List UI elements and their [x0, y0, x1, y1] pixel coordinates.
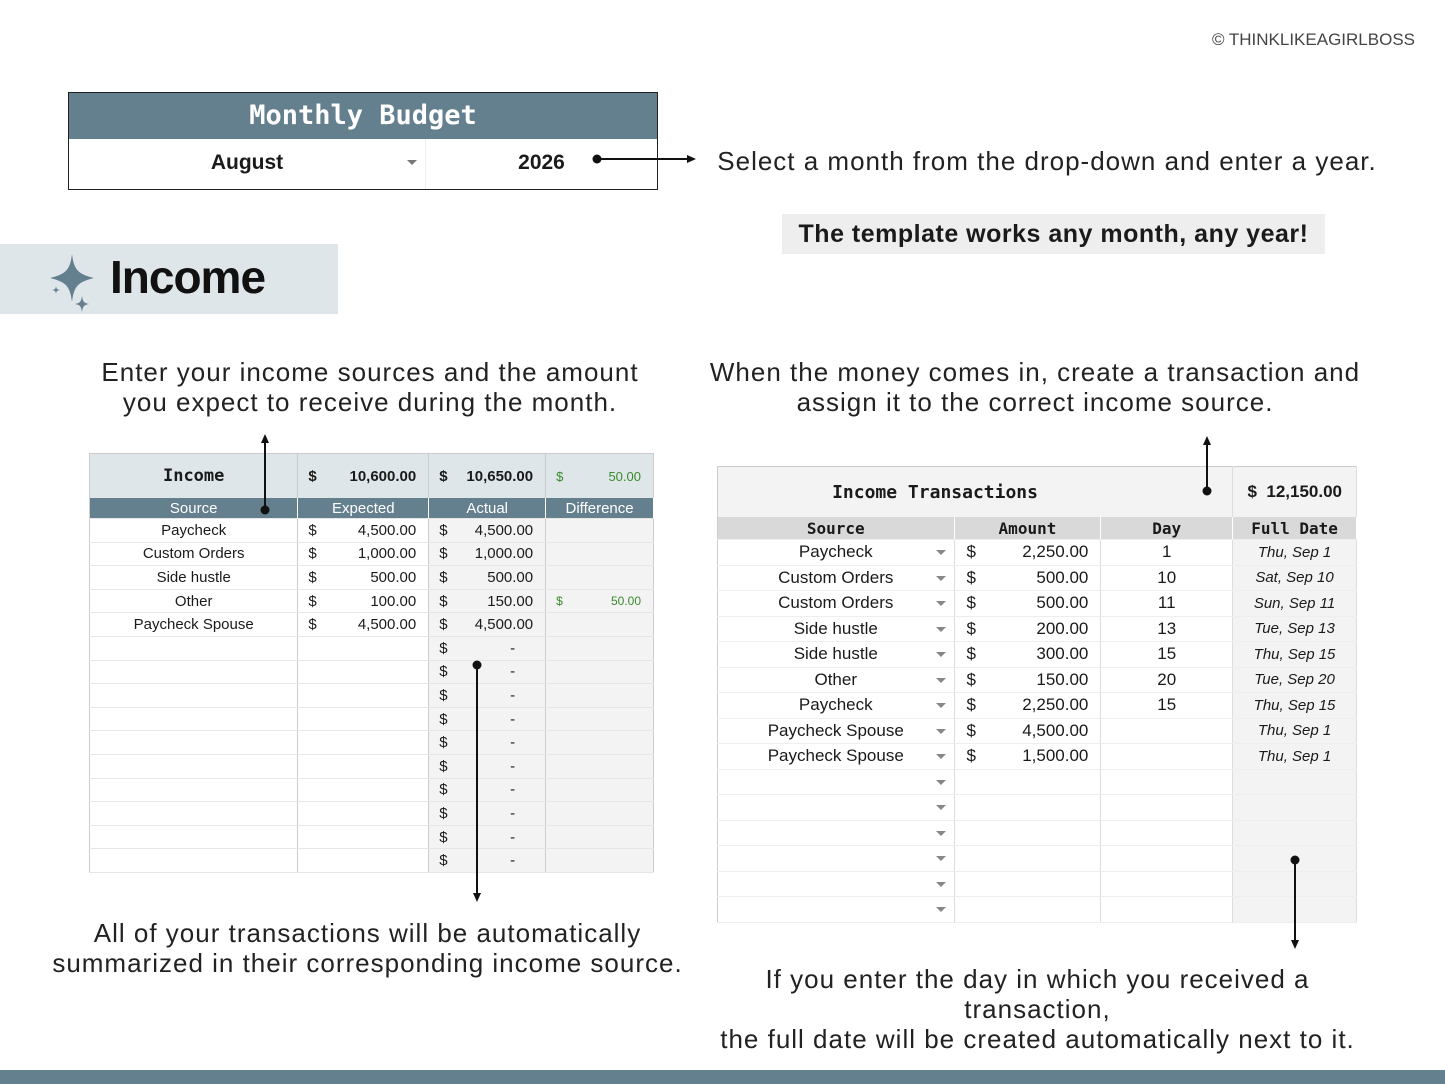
chevron-down-icon[interactable]: [936, 678, 946, 683]
table-row: [718, 591, 1357, 617]
amount-value: 1,500.00: [1022, 746, 1089, 766]
chevron-down-icon[interactable]: [936, 831, 946, 836]
currency: $: [439, 828, 448, 846]
source-select[interactable]: [718, 565, 955, 591]
currency: $: [556, 468, 564, 484]
table-row: [90, 707, 654, 731]
table-row: [718, 846, 1357, 872]
full-date-cell: [1233, 642, 1357, 668]
currency: $: [308, 568, 317, 586]
note-line: summarized in their corresponding income source.: [52, 948, 683, 978]
expected-cell[interactable]: [298, 566, 429, 590]
amount-cell[interactable]: [954, 718, 1101, 744]
table-row: [718, 820, 1357, 846]
table-row: [718, 718, 1357, 744]
chevron-down-icon[interactable]: [407, 160, 417, 165]
amount-cell[interactable]: [954, 795, 1101, 821]
difference-value: 50.00: [610, 594, 641, 609]
monthly-budget-box: [68, 92, 658, 190]
currency: $: [966, 669, 976, 689]
currency: $: [308, 521, 317, 539]
source-text: Custom Orders: [778, 567, 894, 587]
note-full-date: [690, 964, 1385, 1054]
income-summary-table: [89, 453, 654, 873]
source-select[interactable]: [718, 871, 955, 897]
source-cell[interactable]: [90, 542, 298, 566]
income-section-header: [0, 244, 338, 314]
table-row: [718, 744, 1357, 770]
table-row: [718, 642, 1357, 668]
actual-cell: [429, 542, 546, 566]
expected-value: 100.00: [370, 592, 417, 610]
difference-cell: [546, 542, 654, 566]
source-text: Side hustle: [793, 618, 878, 638]
difference-cell: [546, 778, 654, 802]
footer-bar: [0, 1070, 1445, 1084]
expected-cell[interactable]: [298, 707, 429, 731]
expected-cell[interactable]: [298, 542, 429, 566]
currency: $: [439, 639, 448, 657]
expected-cell[interactable]: [298, 613, 429, 637]
col-header-source: Source: [718, 517, 955, 540]
actual-cell: [429, 613, 546, 637]
amount-cell[interactable]: [954, 667, 1101, 693]
full-date-value: Thu, Sep 1: [1257, 722, 1332, 740]
chevron-down-icon[interactable]: [936, 907, 946, 912]
chevron-down-icon[interactable]: [936, 882, 946, 887]
full-date-cell: [1233, 693, 1357, 719]
table-row: [718, 667, 1357, 693]
table-row: [718, 795, 1357, 821]
arrow-full-date: [1286, 853, 1306, 953]
table-row: [90, 731, 654, 755]
currency: $: [439, 710, 448, 728]
amount-cell[interactable]: [954, 693, 1101, 719]
actual-value: 4,500.00: [474, 616, 534, 634]
expected-value: 1,000.00: [357, 545, 417, 563]
currency: $: [308, 545, 317, 563]
month-select[interactable]: [69, 139, 425, 189]
day-value: 13: [1157, 618, 1177, 638]
difference-cell: [546, 636, 654, 660]
source-cell[interactable]: [90, 707, 298, 731]
full-date-cell: [1233, 718, 1357, 744]
table-row: [718, 769, 1357, 795]
table-row: [90, 566, 654, 590]
day-cell[interactable]: [1101, 795, 1233, 821]
full-date-value: Tue, Sep 13: [1254, 620, 1335, 638]
full-date-cell: [1233, 795, 1357, 821]
total-difference: 50.00: [608, 468, 641, 484]
note-line: When the money comes in, create a transaction and: [709, 357, 1361, 387]
day-cell[interactable]: [1101, 871, 1233, 897]
full-date-value: Sun, Sep 11: [1253, 594, 1336, 612]
amount-value: 150.00: [1036, 669, 1089, 689]
currency: $: [439, 521, 448, 539]
amount-cell[interactable]: [954, 871, 1101, 897]
chevron-down-icon[interactable]: [936, 652, 946, 657]
note-line: All of your transactions will be automatically: [93, 918, 642, 948]
difference-cell: [546, 754, 654, 778]
actual-value: -: [510, 663, 516, 681]
table-row: [718, 897, 1357, 923]
note-summarized: [50, 918, 685, 978]
col-header-actual: Actual: [429, 498, 546, 519]
currency: $: [439, 804, 448, 822]
difference-cell: [546, 589, 654, 613]
table-row: [90, 519, 654, 543]
day-cell[interactable]: [1101, 540, 1233, 566]
day-cell[interactable]: [1101, 820, 1233, 846]
source-text: Paycheck Spouse: [767, 720, 904, 740]
day-cell[interactable]: [1101, 846, 1233, 872]
source-select[interactable]: [718, 642, 955, 668]
difference-cell: [546, 613, 654, 637]
note-line: the full date will be created automatically next to it.: [720, 1024, 1355, 1054]
source-select[interactable]: [718, 820, 955, 846]
actual-value: -: [510, 639, 516, 657]
currency: $: [439, 616, 448, 634]
day-cell[interactable]: [1101, 744, 1233, 770]
amount-value: 2,250.00: [1022, 542, 1089, 562]
difference-cell: [546, 660, 654, 684]
chevron-down-icon[interactable]: [936, 550, 946, 555]
expected-cell[interactable]: [298, 660, 429, 684]
full-date-cell: [1233, 616, 1357, 642]
full-date-value: Thu, Sep 1: [1257, 543, 1332, 561]
source-text: Paycheck: [798, 695, 873, 715]
difference-cell: [546, 731, 654, 755]
currency: $: [439, 686, 448, 704]
full-date-cell: [1233, 540, 1357, 566]
chevron-down-icon[interactable]: [936, 805, 946, 810]
currency: $: [439, 852, 448, 870]
col-header-expected: Expected: [298, 498, 429, 519]
day-value: 20: [1157, 669, 1177, 689]
amount-cell[interactable]: [954, 616, 1101, 642]
source-cell[interactable]: [90, 660, 298, 684]
amount-value: 4,500.00: [1022, 720, 1089, 740]
source-text: Side hustle: [156, 568, 231, 586]
currency: $: [966, 695, 976, 715]
month-value: August: [210, 151, 284, 174]
chevron-down-icon[interactable]: [936, 780, 946, 785]
source-select[interactable]: [718, 744, 955, 770]
source-cell[interactable]: [90, 731, 298, 755]
col-header-day: Day: [1101, 517, 1233, 540]
difference-cell: [546, 519, 654, 543]
expected-cell[interactable]: [298, 849, 429, 873]
actual-value: -: [510, 804, 516, 822]
chevron-down-icon[interactable]: [936, 754, 946, 759]
col-header-source: Source: [90, 498, 298, 519]
source-cell[interactable]: [90, 849, 298, 873]
source-text: Paycheck: [161, 521, 227, 539]
col-header-full-date: Full Date: [1233, 517, 1357, 540]
full-date-cell: [1233, 667, 1357, 693]
source-select[interactable]: [718, 693, 955, 719]
day-cell[interactable]: [1101, 897, 1233, 923]
amount-cell[interactable]: [954, 540, 1101, 566]
arrow-source: [256, 432, 276, 518]
currency: $: [966, 720, 976, 740]
expected-value: 4,500.00: [357, 616, 417, 634]
full-date-cell: [1233, 769, 1357, 795]
expected-cell[interactable]: [298, 589, 429, 613]
amount-cell[interactable]: [954, 744, 1101, 770]
source-cell[interactable]: [90, 636, 298, 660]
table-row: [90, 636, 654, 660]
source-text: Other: [174, 592, 213, 610]
currency: $: [439, 592, 448, 610]
difference-cell: [546, 566, 654, 590]
table-row: [718, 871, 1357, 897]
note-line: If you enter the day in which you received a transaction,: [765, 964, 1310, 1024]
currency: $: [308, 616, 317, 634]
table-row: [718, 616, 1357, 642]
full-date-cell: [1233, 744, 1357, 770]
source-select[interactable]: [718, 769, 955, 795]
day-value: 11: [1157, 593, 1176, 613]
source-text: Paycheck Spouse: [133, 616, 254, 634]
currency: $: [439, 568, 448, 586]
arrow-actual: [468, 658, 488, 906]
table-row: [90, 754, 654, 778]
source-cell[interactable]: [90, 802, 298, 826]
source-text: Side hustle: [793, 644, 878, 664]
template-banner: The template works any month, any year!: [782, 214, 1325, 254]
currency: $: [439, 545, 448, 563]
full-date-value: Thu, Sep 1: [1257, 747, 1332, 765]
currency: $: [556, 594, 563, 609]
amount-value: 500.00: [1036, 567, 1089, 587]
year-input[interactable]: 2026: [425, 139, 657, 189]
source-text: Other: [814, 669, 858, 689]
table-row: [718, 693, 1357, 719]
source-text: Custom Orders: [142, 545, 245, 563]
source-select[interactable]: [718, 897, 955, 923]
source-cell[interactable]: [90, 825, 298, 849]
chevron-down-icon[interactable]: [936, 729, 946, 734]
source-select[interactable]: [718, 718, 955, 744]
currency: $: [966, 542, 976, 562]
table-row: [90, 613, 654, 637]
day-value: 10: [1157, 567, 1177, 587]
section-title: Income: [110, 251, 266, 303]
arrow-total: [1198, 434, 1218, 498]
total-actual: 10,650.00: [466, 467, 534, 485]
transactions-title: Income Transactions: [718, 467, 1233, 518]
day-cell[interactable]: [1101, 565, 1233, 591]
amount-cell[interactable]: [954, 820, 1101, 846]
difference-cell: [546, 849, 654, 873]
currency: $: [439, 781, 448, 799]
sparkle-icon: [48, 252, 98, 314]
source-select[interactable]: [718, 540, 955, 566]
amount-value: 300.00: [1036, 644, 1089, 664]
source-select[interactable]: [718, 616, 955, 642]
source-select[interactable]: [718, 667, 955, 693]
full-date-value: Thu, Sep 15: [1253, 696, 1336, 714]
income-transactions-table: [717, 466, 1357, 923]
chevron-down-icon[interactable]: [936, 856, 946, 861]
amount-value: 2,250.00: [1022, 695, 1089, 715]
amount-cell[interactable]: [954, 846, 1101, 872]
source-cell[interactable]: [90, 589, 298, 613]
actual-value: 500.00: [487, 568, 534, 586]
expected-cell[interactable]: [298, 825, 429, 849]
difference-cell: [546, 684, 654, 708]
table-row: [90, 542, 654, 566]
day-cell[interactable]: [1101, 616, 1233, 642]
day-value: 15: [1157, 644, 1177, 664]
full-date-value: Thu, Sep 15: [1253, 645, 1336, 663]
actual-value: -: [510, 710, 516, 728]
amount-value: 500.00: [1036, 593, 1089, 613]
source-text: Paycheck Spouse: [767, 746, 904, 766]
table-row: [718, 540, 1357, 566]
actual-value: 150.00: [487, 592, 534, 610]
table-row: [90, 849, 654, 873]
actual-cell: [429, 636, 546, 660]
day-cell[interactable]: [1101, 591, 1233, 617]
expected-cell[interactable]: [298, 519, 429, 543]
source-cell[interactable]: [90, 566, 298, 590]
currency: $: [439, 757, 448, 775]
actual-value: -: [510, 757, 516, 775]
expected-cell[interactable]: [298, 636, 429, 660]
currency: $: [966, 618, 976, 638]
source-text: Paycheck: [798, 542, 873, 562]
source-select[interactable]: [718, 846, 955, 872]
transactions-total: 12,150.00: [1266, 482, 1342, 501]
table-row: [90, 660, 654, 684]
chevron-down-icon[interactable]: [936, 627, 946, 632]
expected-cell[interactable]: [298, 754, 429, 778]
source-cell[interactable]: [90, 684, 298, 708]
currency: $: [439, 734, 448, 752]
note-line: assign it to the correct income source.: [796, 387, 1274, 417]
note-money-comes: [700, 357, 1370, 417]
amount-cell[interactable]: [954, 642, 1101, 668]
table-row: [90, 825, 654, 849]
amount-value: 200.00: [1036, 618, 1089, 638]
actual-cell: [429, 519, 546, 543]
day-cell[interactable]: [1101, 667, 1233, 693]
arrow-year-note: [590, 150, 700, 170]
day-cell[interactable]: [1101, 718, 1233, 744]
expected-cell[interactable]: [298, 778, 429, 802]
currency: $: [966, 593, 976, 613]
table-row: [90, 802, 654, 826]
source-select[interactable]: [718, 795, 955, 821]
currency: $: [439, 663, 448, 681]
note-select-month: Select a month from the drop-down and enter a year.: [717, 146, 1377, 176]
expected-value: 500.00: [370, 568, 417, 586]
total-expected: 10,600.00: [349, 467, 417, 485]
currency: $: [966, 567, 976, 587]
amount-cell[interactable]: [954, 591, 1101, 617]
expected-value: 4,500.00: [357, 521, 417, 539]
col-header-difference: Difference: [546, 498, 654, 519]
day-cell[interactable]: [1101, 769, 1233, 795]
income-table-title: Income: [90, 454, 298, 499]
day-value: 15: [1157, 695, 1177, 715]
full-date-cell: [1233, 565, 1357, 591]
day-cell[interactable]: [1101, 642, 1233, 668]
source-cell[interactable]: [90, 613, 298, 637]
amount-cell[interactable]: [954, 897, 1101, 923]
table-row: [718, 565, 1357, 591]
expected-cell[interactable]: [298, 802, 429, 826]
currency: $: [1247, 482, 1257, 501]
full-date-cell: [1233, 591, 1357, 617]
table-row: [90, 589, 654, 613]
source-cell[interactable]: [90, 754, 298, 778]
full-date-value: Sat, Sep 10: [1255, 569, 1334, 587]
actual-value: -: [510, 781, 516, 799]
difference-cell: [546, 707, 654, 731]
currency: $: [439, 467, 448, 485]
amount-cell[interactable]: [954, 565, 1101, 591]
full-date-cell: [1233, 820, 1357, 846]
amount-cell[interactable]: [954, 769, 1101, 795]
day-cell[interactable]: [1101, 693, 1233, 719]
copyright: © THINKLIKEAGIRLBOSS: [1211, 30, 1415, 49]
currency: $: [308, 592, 317, 610]
currency: $: [966, 746, 976, 766]
note-line: you expect to receive during the month.: [122, 387, 618, 417]
actual-cell: [429, 566, 546, 590]
actual-value: 1,000.00: [474, 545, 534, 563]
difference-cell: [546, 825, 654, 849]
note-line: Enter your income sources and the amount: [101, 357, 639, 387]
source-text: Custom Orders: [778, 593, 894, 613]
actual-value: 4,500.00: [474, 521, 534, 539]
table-row: [90, 684, 654, 708]
chevron-down-icon[interactable]: [936, 601, 946, 606]
day-value: 1: [1161, 542, 1172, 562]
currency: $: [308, 467, 317, 485]
actual-value: -: [510, 686, 516, 704]
currency: $: [966, 644, 976, 664]
source-select[interactable]: [718, 591, 955, 617]
actual-value: -: [510, 828, 516, 846]
full-date-value: Tue, Sep 20: [1254, 671, 1335, 689]
monthly-budget-title: Monthly Budget: [69, 93, 657, 139]
difference-cell: [546, 802, 654, 826]
chevron-down-icon[interactable]: [936, 703, 946, 708]
actual-value: -: [510, 852, 516, 870]
expected-cell[interactable]: [298, 731, 429, 755]
chevron-down-icon[interactable]: [936, 576, 946, 581]
actual-value: -: [510, 734, 516, 752]
actual-cell: [429, 589, 546, 613]
col-header-amount: Amount: [954, 517, 1101, 540]
table-row: [90, 778, 654, 802]
source-cell[interactable]: [90, 778, 298, 802]
source-cell[interactable]: [90, 519, 298, 543]
note-enter-income: [80, 357, 660, 417]
expected-cell[interactable]: [298, 684, 429, 708]
